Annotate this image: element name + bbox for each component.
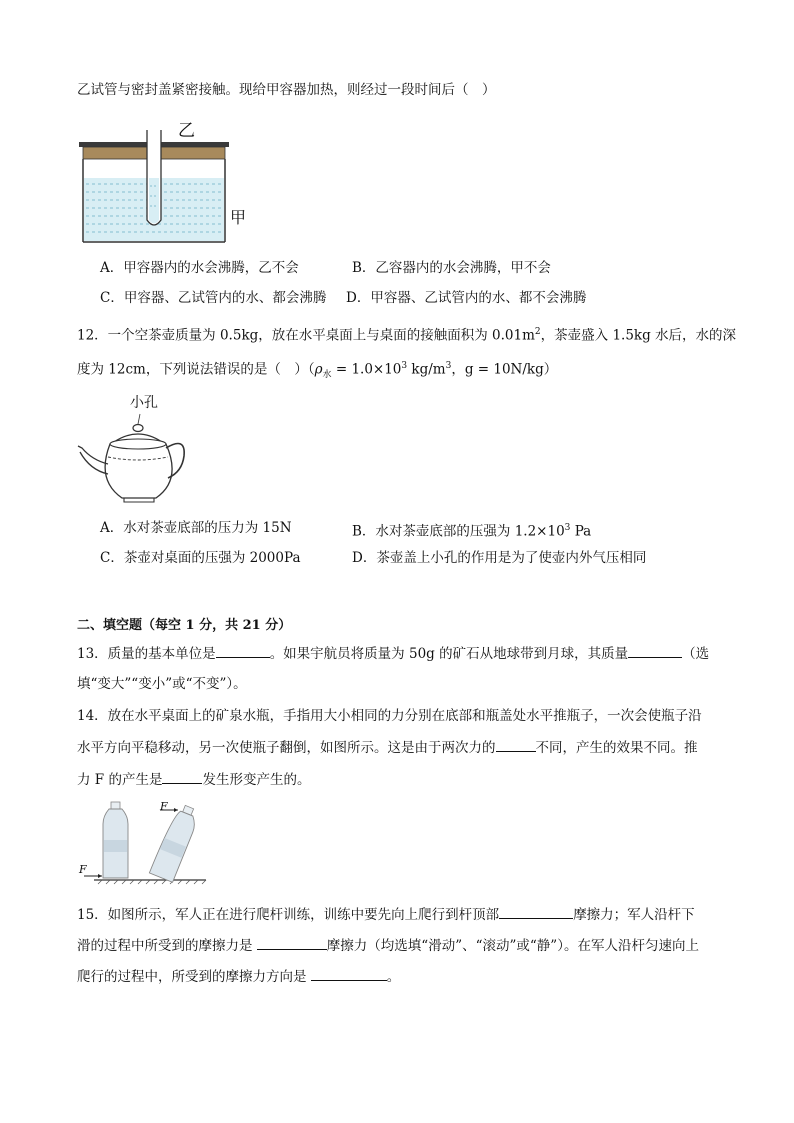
q14-blank-1[interactable] (496, 737, 536, 752)
q12-option-c: C．茶壶对桌面的压强为 2000Pa (100, 550, 301, 566)
label-f-top: F (160, 800, 168, 813)
q15-blank-3[interactable] (311, 966, 387, 981)
label-f-bottom: F (79, 863, 87, 876)
q14-line3: 力 F 的产生是 发生形变产生的。 (77, 769, 310, 790)
q12-stem-line2: 度为 12cm，下列说法错误的是（ ）（$\rho_水 = 1.0\times 10^3$ $kg/m^3$，g = 10N/kg） (77, 361, 558, 381)
q12-stem-line1: 12．一个空茶壶质量为 0.5kg，放在水平桌面上与桌面的接触面积为 $0.01m^2$，茶壶盛入 1.5kg 水后，水的深 (77, 327, 737, 344)
q12-option-d: D．茶壶盖上小孔的作用是为了使壶内外气压相同 (352, 550, 647, 566)
q13-line2: 填“变大”“变小”或“不变”）。 (77, 676, 247, 692)
bottles-figure (74, 798, 214, 890)
q13-blank-1[interactable] (216, 643, 270, 658)
q14-line2: 水平方向平稳移动，另一次使瓶子翻倒，如图所示。这是由于两次力的 不同，产生的效果不同。推 (77, 737, 698, 758)
q15-blank-1[interactable] (499, 904, 573, 919)
q15-line1: 15．如图所示，军人正在进行爬杆训练，训练中要先向上爬行到杆顶部 摩擦力；军人沿杆下 (77, 904, 695, 925)
q11-option-a: A．甲容器内的水会沸腾，乙不会 (100, 260, 299, 276)
q15-line2: 滑的过程中所受到的摩擦力是 摩擦力（均选填“滑动”、“滚动”或“静”）。在军人沿杆匀速向上 (77, 935, 699, 956)
q11-option-c: C．甲容器、乙试管内的水、都会沸腾 (100, 290, 327, 306)
teapot-body (105, 444, 172, 498)
bottle-upright (103, 802, 128, 878)
section-heading: 二、填空题（每空 1 分，共 21 分） (77, 618, 292, 633)
q11-container-figure (76, 112, 256, 247)
q12-option-a: A．水对茶壶底部的压力为 15N (100, 520, 292, 536)
q11-stem-tail: 乙试管与密封盖紧密接触。现给甲容器加热，则经过一段时间后（ ） (77, 82, 496, 98)
q13-blank-2[interactable] (628, 643, 682, 658)
q14-blank-2[interactable] (162, 769, 202, 784)
label-yi: 乙 (178, 121, 195, 141)
q15-blank-2[interactable] (257, 935, 327, 950)
q12-option-b: B．水对茶壶底部的压强为 $1.2\times 10^3$ Pa (352, 523, 592, 540)
label-small-hole: 小孔 (130, 395, 158, 411)
q15-line3: 爬行的过程中，所受到的摩擦力方向是 。 (77, 966, 400, 987)
q14-line1: 14．放在水平桌面上的矿泉水瓶，手指用大小相同的力分别在底部和瓶盖处水平推瓶子，一次会使瓶子沿 (77, 708, 702, 724)
q11-option-d: D．甲容器、乙试管内的水、都不会沸腾 (346, 290, 587, 306)
q11-option-b: B．乙容器内的水会沸腾，甲不会 (352, 260, 551, 276)
label-jia: 甲 (230, 208, 247, 227)
q13-line1: 13．质量的基本单位是 。如果宇航员将质量为 50g 的矿石从地球带到月球，其质量 （选 (77, 643, 709, 664)
teapot-figure (74, 410, 194, 510)
bottle-tilted (149, 802, 201, 882)
